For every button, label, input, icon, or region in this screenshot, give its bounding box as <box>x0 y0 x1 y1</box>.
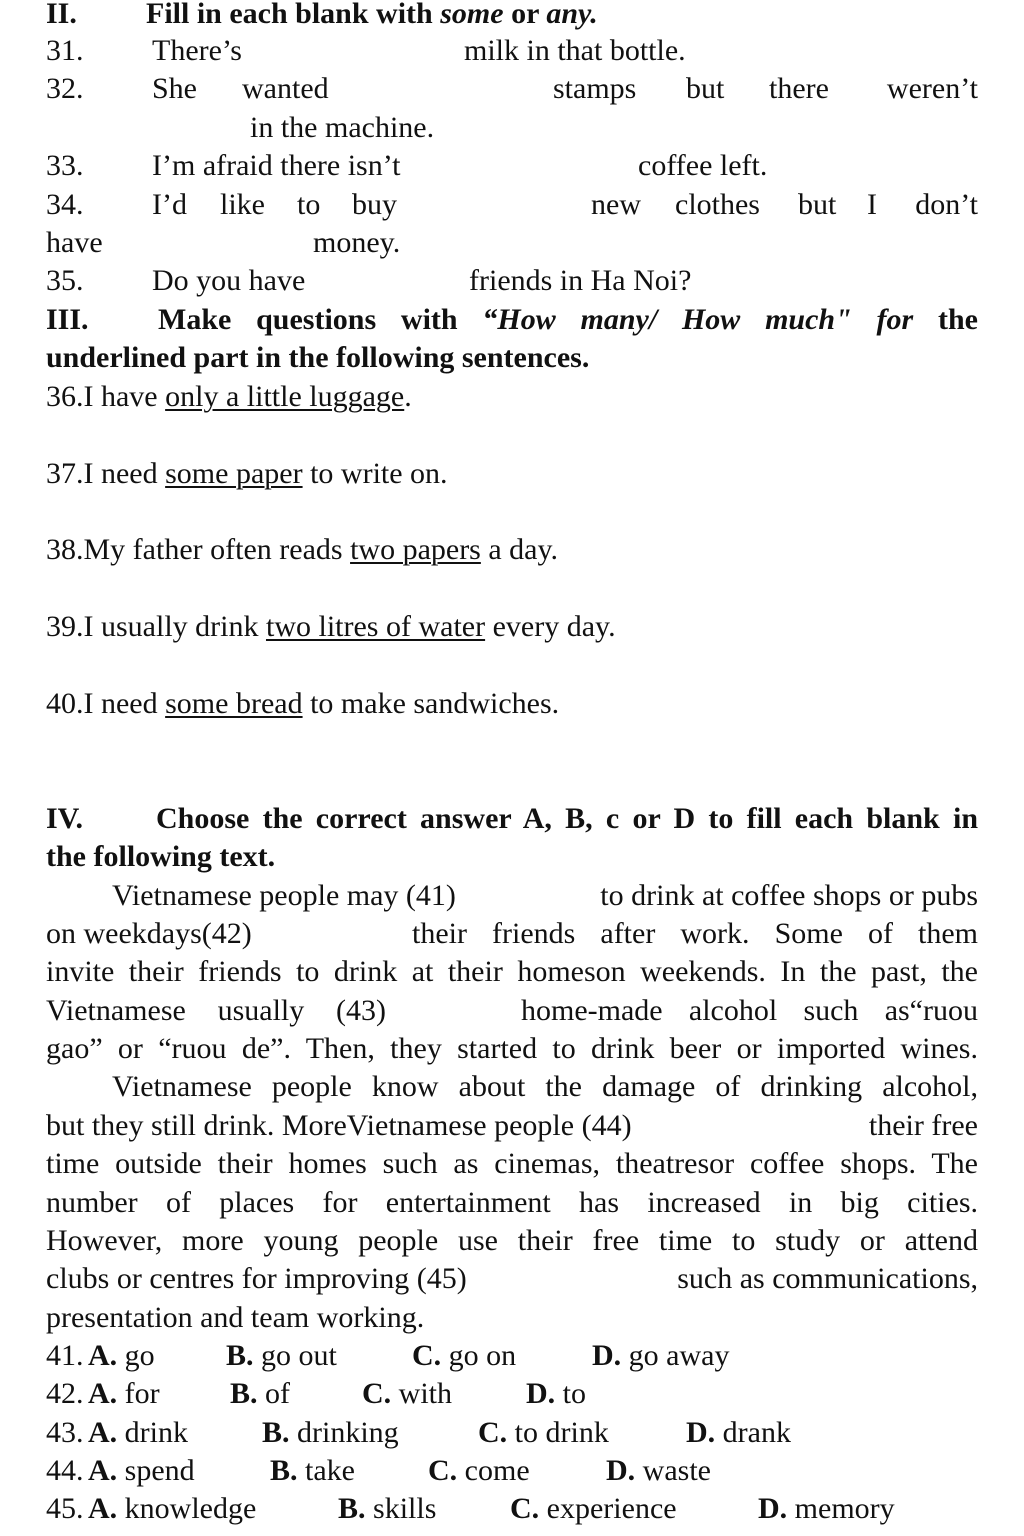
passage-line-1: Vietnamese people may (41) to drink at coffee shops or pubs <box>112 879 978 912</box>
question-number: 43. <box>46 1416 84 1449</box>
question-text: There’s <box>152 34 242 67</box>
option-a: A. for <box>88 1377 160 1410</box>
question-33 <box>46 147 978 185</box>
question-31 <box>46 32 978 70</box>
option-d: D. go away <box>592 1339 730 1372</box>
option-c: C. go on <box>412 1339 517 1372</box>
question-number: 42. <box>46 1377 84 1410</box>
question-36: 36.I have only a little luggage. <box>46 380 412 413</box>
question-37: 37.I need some paper to write on. <box>46 457 448 490</box>
option-b: B. skills <box>338 1492 437 1525</box>
options-44 <box>46 1452 978 1490</box>
question-text: to <box>297 188 321 221</box>
question-text: stamps <box>553 72 637 105</box>
underlined-part: two litres of water <box>265 610 486 643</box>
passage-line-5: gao” or “ruou de”. Then, they started to drink beer or imported wines. <box>46 1032 978 1065</box>
passage-line-11: clubs or centres for improving (45) such as communications, <box>46 1262 978 1295</box>
passage-line-2: on weekdays(42) their friends after work. Some of them <box>46 917 978 950</box>
section-3-heading-continued: underlined part in the following sentences. <box>46 341 590 374</box>
passage-line-7: but they still drink. MoreVietnamese people (44) their free <box>46 1109 978 1142</box>
section-2-title: Fill in each blank with some or any. <box>146 0 598 30</box>
question-text: coffee left. <box>638 149 768 182</box>
passage-line-6: Vietnamese people know about the damage of drinking alcohol, <box>112 1070 978 1103</box>
option-c: C. to drink <box>478 1416 609 1449</box>
question-text: weren’t <box>886 72 978 105</box>
question-32-continued <box>46 109 978 147</box>
underlined-part: some paper <box>165 457 303 490</box>
option-a: A. spend <box>88 1454 195 1487</box>
option-b: B. take <box>270 1454 355 1487</box>
option-d: D. to <box>526 1377 587 1410</box>
section-3-roman: III. <box>46 303 89 336</box>
question-text: new <box>591 188 641 221</box>
question-text: milk in that bottle. <box>464 34 686 67</box>
question-text: Do you have <box>152 264 306 297</box>
option-d: D. drank <box>686 1416 791 1449</box>
passage-line-3: invite their friends to drink at their homeson weekends. In the past, the <box>46 955 978 988</box>
section-2-roman: II. <box>46 0 77 30</box>
option-b: B. of <box>230 1377 291 1410</box>
question-40: 40.I need some bread to make sandwiches. <box>46 687 560 720</box>
passage-line-8: time outside their homes such as cinemas, theatresor coffee shops. The <box>46 1147 978 1180</box>
section-2-heading <box>46 0 978 33</box>
question-number: 35. <box>46 264 84 297</box>
question-35 <box>46 262 978 300</box>
option-c: C. with <box>362 1377 453 1410</box>
underlined-part: two papers <box>350 533 481 566</box>
passage-line-9: number of places for entertainment has increased in big cities. <box>46 1186 978 1219</box>
question-number: 39. <box>46 610 84 643</box>
passage-line-10: However, more young people use their free time to study or attend <box>46 1224 978 1257</box>
question-text: clothes <box>675 188 760 221</box>
question-number: 41. <box>46 1339 84 1372</box>
underlined-part: only a little luggage <box>165 380 405 413</box>
question-number: 45. <box>46 1492 84 1525</box>
option-a: A. go <box>88 1339 155 1372</box>
question-number: 32. <box>46 72 84 105</box>
question-number: 37. <box>46 457 84 490</box>
options-41 <box>46 1337 978 1375</box>
option-c: C. come <box>428 1454 530 1487</box>
question-38: 38.My father often reads two papers a day. <box>46 533 559 566</box>
question-text: buy <box>352 188 397 221</box>
question-number: 34. <box>46 188 84 221</box>
option-a: A. drink <box>88 1416 188 1449</box>
question-34 <box>46 186 978 224</box>
question-34-continued <box>46 224 978 262</box>
question-number: 31. <box>46 34 84 67</box>
underlined-part: some bread <box>165 687 303 720</box>
question-text: wanted <box>242 72 329 105</box>
question-text: I’m afraid there isn’t <box>152 149 401 182</box>
section-3-title: Make questions with “How many/ How much" for the <box>158 303 978 336</box>
question-text: friends in Ha Noi? <box>469 264 692 297</box>
question-39: 39.I usually drink two litres of water every day. <box>46 610 616 643</box>
options-43 <box>46 1414 978 1452</box>
passage-line-12: presentation and team working. <box>46 1301 425 1334</box>
question-text: have <box>46 226 103 259</box>
passage-line-4: Vietnamese usually (43) home-made alcohol such as“ruou <box>46 994 978 1027</box>
section-4-title: Choose the correct answer A, B, c or D to fill each blank in <box>156 802 978 835</box>
question-text: She <box>152 72 197 105</box>
question-32 <box>46 70 978 108</box>
section-3-heading <box>46 301 978 339</box>
option-d: D. memory <box>758 1492 895 1525</box>
question-text: don’t <box>915 188 978 221</box>
option-b: B. drinking <box>262 1416 399 1449</box>
question-number: 38. <box>46 533 84 566</box>
section-4-roman: IV. <box>46 802 83 835</box>
question-text: but <box>686 72 725 105</box>
question-text: like <box>220 188 265 221</box>
question-number: 44. <box>46 1454 84 1487</box>
question-number: 33. <box>46 149 84 182</box>
question-text: there <box>769 72 829 105</box>
question-text: money. <box>313 226 401 259</box>
options-42 <box>46 1375 978 1413</box>
section-4-heading <box>46 800 978 838</box>
section-4-heading-continued: the following text. <box>46 840 276 873</box>
question-number: 40. <box>46 687 84 720</box>
question-text: I’d <box>152 188 187 221</box>
option-a: A. knowledge <box>88 1492 257 1525</box>
question-text: but <box>798 188 837 221</box>
option-b: B. go out <box>226 1339 337 1372</box>
options-45 <box>46 1490 978 1528</box>
option-d: D. waste <box>606 1454 711 1487</box>
question-text: in the machine. <box>250 111 435 144</box>
question-number: 36. <box>46 380 84 413</box>
question-text: I <box>867 188 877 221</box>
option-c: C. experience <box>510 1492 677 1525</box>
